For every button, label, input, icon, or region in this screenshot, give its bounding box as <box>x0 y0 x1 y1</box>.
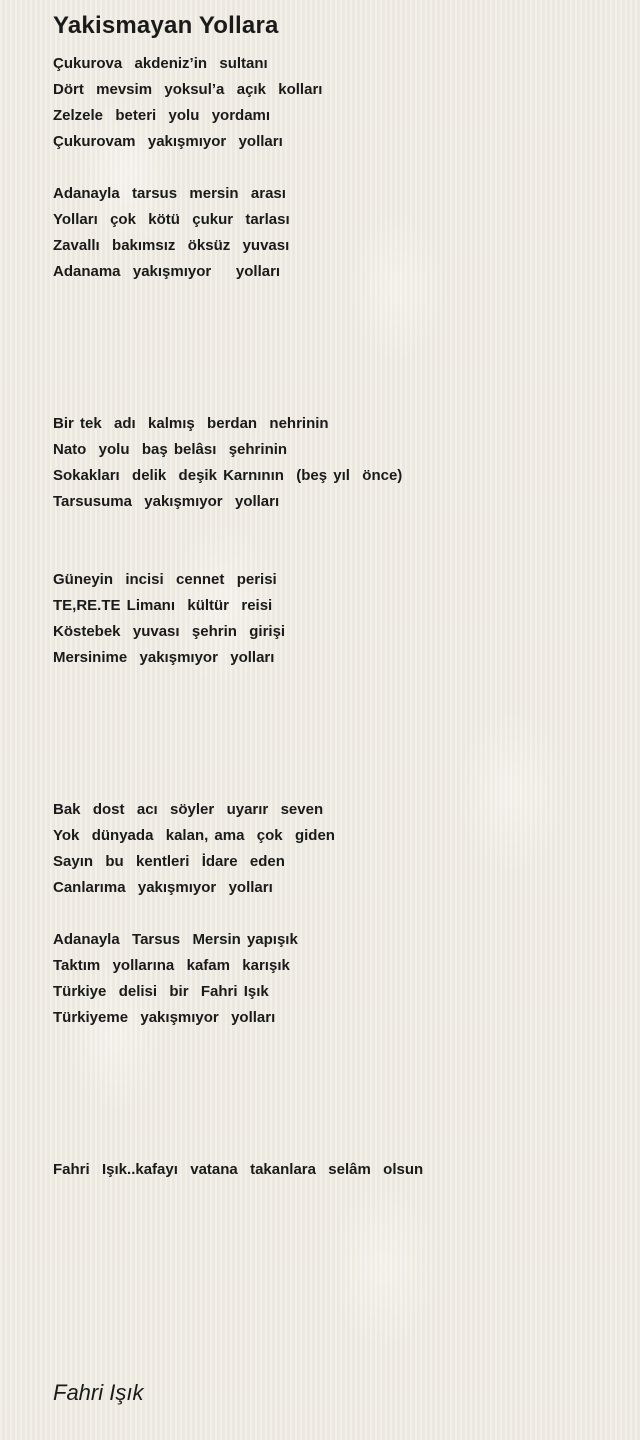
poem-closing-line: Fahri Işık..kafayı vatana takanlara selâm olsun <box>53 1161 424 1178</box>
poem-line: Taktım yollarına kafam karışık <box>53 957 290 974</box>
poem-line: Mersinime yakışmıyor yolları <box>53 649 275 666</box>
poem-line: Bak dost acı söyler uyarır seven <box>53 801 324 818</box>
poem-line: Türkiye delisi bir Fahri Işık <box>53 983 269 1000</box>
poem-author: Fahri Işık <box>53 1380 144 1405</box>
poem-line: Bir tek adı kalmış berdan nehrinin <box>53 415 329 432</box>
poem-title: Yakismayan Yollara <box>53 12 279 39</box>
poem-line: TE,RE.TE Limanı kültür reisi <box>53 597 273 614</box>
poem-line: Köstebek yuvası şehrin girişi <box>53 623 286 640</box>
poem-line: Dört mevsim yoksul’a açık kolları <box>53 81 323 98</box>
poem-line: Güneyin incisi cennet perisi <box>53 571 277 588</box>
poem-line: Nato yolu baş belâsı şehrinin <box>53 441 288 458</box>
poem-line: Çukurovam yakışmıyor yolları <box>53 133 283 150</box>
poem-line: Zavallı bakımsız öksüz yuvası <box>53 237 290 254</box>
poem-line: Yok dünyada kalan, ama çok giden <box>53 827 335 844</box>
poem-line: Çukurova akdeniz’in sultanı <box>53 55 268 72</box>
poem-line: Adanama yakışmıyor yolları <box>53 263 281 280</box>
poem-line: Türkiyeme yakışmıyor yolları <box>53 1009 276 1026</box>
poem-line: Adanayla tarsus mersin arası <box>53 185 286 202</box>
poem-line: Tarsusuma yakışmıyor yolları <box>53 493 280 510</box>
poem-line: Yolları çok kötü çukur tarlası <box>53 211 290 228</box>
poem-line: Sayın bu kentleri İdare eden <box>53 853 285 870</box>
poem-line: Canlarıma yakışmıyor yolları <box>53 879 273 896</box>
poem-line: Sokakları delik deşik Karnının (beş yıl önce) <box>53 467 403 484</box>
poem-line: Adanayla Tarsus Mersin yapışık <box>53 931 298 948</box>
poem-line: Zelzele beteri yolu yordamı <box>53 107 271 124</box>
